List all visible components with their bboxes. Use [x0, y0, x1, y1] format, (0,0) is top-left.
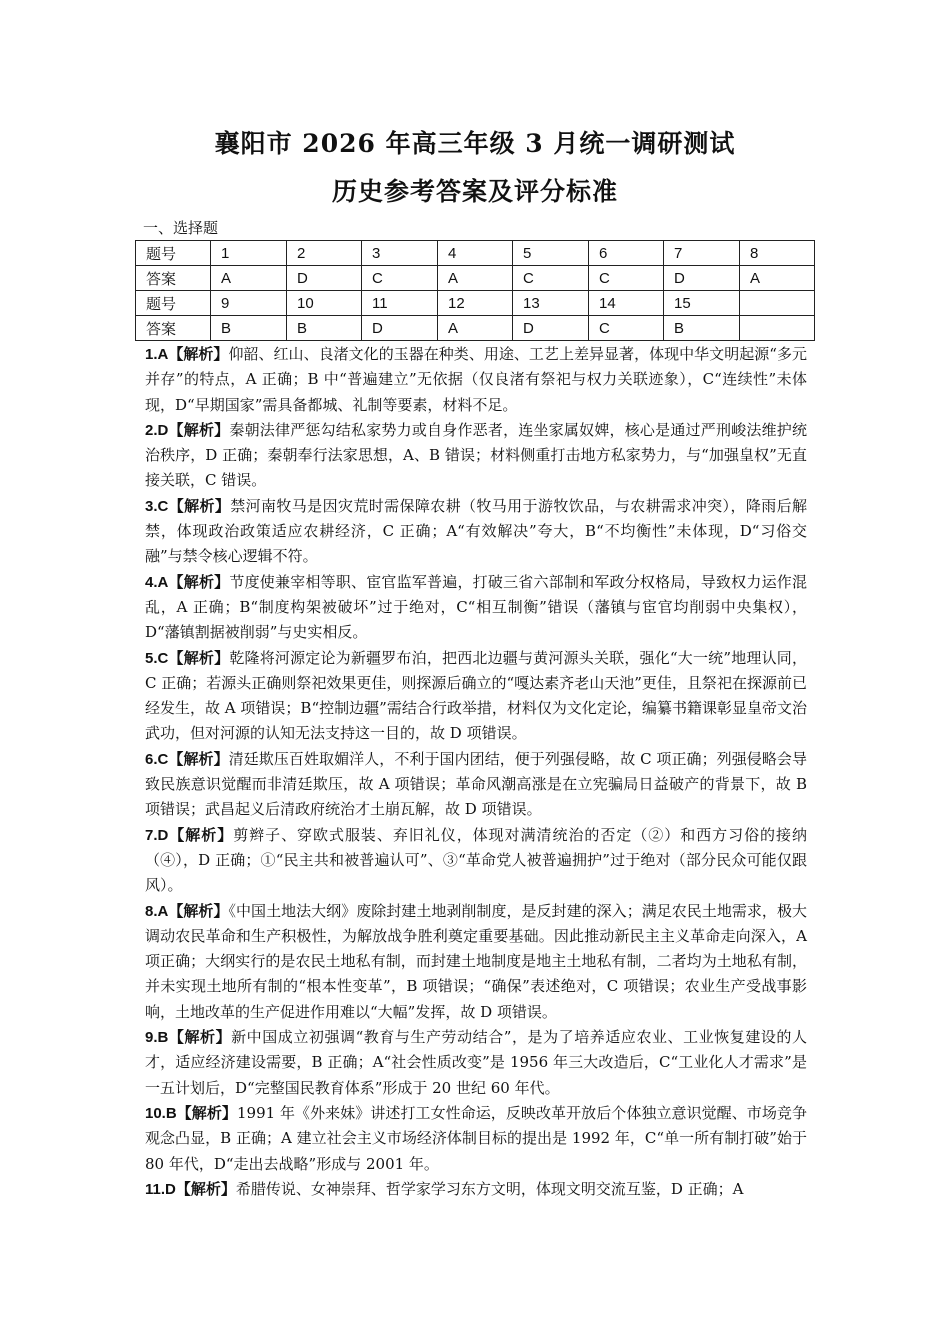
analysis-text: 剪辫子、穿欧式服装、弃旧礼仪，体现对满清统治的否定（②）和西方习俗的接纳（④），D 正确；①“民主共和被普遍认可”、③“革命党人被普遍拥护”过于绝对（部分民众可能仅跟风）。 [145, 825, 807, 895]
table-cell: 5 [513, 241, 589, 266]
table-cell: 4 [438, 241, 513, 266]
table-cell: A [740, 266, 815, 291]
analysis-tag: 【解析】 [168, 496, 231, 515]
table-cell: D [513, 316, 589, 341]
question-answer-label: 9.B [145, 1029, 169, 1047]
table-cell: 6 [589, 241, 664, 266]
table-cell: C [589, 266, 664, 291]
analysis-tag: 【解析】 [168, 825, 234, 844]
analysis-item [145, 1101, 807, 1177]
table-cell: 1 [211, 241, 287, 266]
table-cell: D [362, 316, 438, 341]
table-cell: 8 [740, 241, 815, 266]
table-row-header: 答案 [136, 266, 211, 291]
page-title: 襄阳市 2026 年高三年级 3 月统一调研测试 [214, 129, 736, 158]
table-row-header: 题号 [136, 241, 211, 266]
table-cell: C [589, 316, 664, 341]
table-cell: A [438, 266, 513, 291]
analysis-item [145, 823, 807, 899]
analysis-text: 乾隆将河源定论为新疆罗布泊，把西北边疆与黄河源头关联，强化“大一统”地理认同，C 正确；若源头正确则祭祀效果更佳，则探源后确立的“嘎达素齐老山天池”更佳，且祭祀在探源前已经发生，故 A 项错误；B“控制边疆”需结合行政举措，材料仅为文化定论，编纂书籍课彰显皇帝文治武功，但对河源的认知无法支持这一目的，故 D 项错误。 [145, 648, 807, 743]
analysis-item [145, 1177, 807, 1202]
table-cell: A [438, 316, 513, 341]
question-answer-label: 5.C [145, 649, 169, 667]
analysis-tag: 【解析】 [168, 901, 229, 920]
answer-table [135, 240, 815, 341]
table-cell: 13 [513, 291, 589, 316]
table-cell: B [664, 316, 740, 341]
analysis-text: 希腊传说、女神崇拜、哲学家学习东方文明，体现文明交流互鉴，D 正确；A [235, 1179, 744, 1198]
table-cell: 14 [589, 291, 664, 316]
page-subtitle: 历史参考答案及评分标准 [331, 177, 618, 206]
question-answer-label: 6.C [145, 750, 169, 768]
table-row [136, 241, 815, 266]
question-answer-label: 7.D [145, 826, 169, 844]
table-cell: 9 [211, 291, 287, 316]
analysis-tag: 【解析】 [168, 420, 230, 439]
question-answer-label: 11.D [145, 1180, 176, 1198]
question-answer-label: 3.C [145, 497, 169, 515]
analysis-item [145, 646, 807, 747]
analysis-text: 节度使兼宰相等职、宦官监军普遍，打破三省六部制和军政分权格局，导致权力运作混乱，A 正确；B“制度构架被破坏”过于绝对，C“相互制衡”错误（藩镇与宦官均削弱中央集权），D“藩镇割据被削弱”与史实相反。 [145, 572, 807, 642]
analysis-item [145, 418, 807, 494]
analysis-list [145, 342, 807, 1202]
analysis-tag: 【解析】 [168, 1028, 232, 1047]
question-answer-label: 10.B [145, 1104, 177, 1122]
table-cell: B [211, 316, 287, 341]
question-answer-label: 4.A [145, 573, 169, 591]
section-heading: 一、选择题 [143, 219, 219, 237]
analysis-text: 秦朝法律严惩勾结私家势力或自身作恶者，连坐家属奴婢，核心是通过严刑峻法维护统治秩序，D 正确；秦朝奉行法家思想，A、B 错误；材料侧重打击地方私家势力，与“加强皇权”无直接关联，C 错误。 [145, 420, 807, 490]
table-cell: C [362, 266, 438, 291]
table-cell: C [513, 266, 589, 291]
table-cell: A [211, 266, 287, 291]
analysis-tag: 【解析】 [176, 1103, 237, 1122]
question-answer-label: 2.D [145, 421, 169, 439]
analysis-tag: 【解析】 [168, 648, 230, 667]
table-row [136, 291, 815, 316]
analysis-tag: 【解析】 [175, 1179, 236, 1198]
table-cell: D [664, 266, 740, 291]
table-row-header: 题号 [136, 291, 211, 316]
question-answer-label: 1.A [145, 346, 169, 363]
table-cell: 3 [362, 241, 438, 266]
table-cell: 12 [438, 291, 513, 316]
table-cell: 15 [664, 291, 740, 316]
analysis-item [145, 747, 807, 823]
question-answer-label: 8.A [145, 902, 169, 920]
analysis-text: 新中国成立初强调“教育与生产劳动结合”，是为了培养适应农业、工业恢复建设的人才，适应经济建设需要，B 正确；A“社会性质改变”是 1956 年三大改造后，C“工业化人才需求”是一五计划后，D“完整国民教育体系”形成于 20 世纪 60 年代。 [145, 1028, 807, 1097]
analysis-item [145, 570, 807, 646]
analysis-text: 《中国土地法大纲》废除封建土地剥削制度，是反封建的深入；满足农民土地需求，极大调动农民革命和生产积极性，为解放战争胜利奠定重要基础。因此推动新民主主义革命走向深入，A 项正确；大纲实行的是农民土地私有制，而封建土地制度是地主土地私有制，二者均为土地私有制，并未实现土地所有制的“根本性变革”，B 项错误；“确保”表述绝对，C 项错误；农业生产受战事影响，土地改革的生产促进作用难以“大幅”发挥，故 D 项错误。 [145, 901, 807, 1021]
table-cell: 2 [287, 241, 362, 266]
table-cell: 7 [664, 241, 740, 266]
analysis-tag: 【解析】 [168, 749, 229, 768]
analysis-item [145, 494, 807, 570]
analysis-tag: 【解析】 [168, 345, 229, 363]
analysis-item [145, 899, 807, 1025]
analysis-text: 清廷欺压百姓取媚洋人，不利于国内团结，便于列强侵略，故 C 项正确；列强侵略会导致民族意识觉醒而非清廷欺压，故 A 项错误；革命风潮高涨是在立宪骗局日益破产的背景下，故 B 项错误；武昌起义后清政府统治才土崩瓦解，故 D 项错误。 [145, 749, 807, 819]
analysis-item [145, 342, 807, 418]
table-row [136, 316, 815, 341]
table-cell [740, 291, 815, 316]
table-cell: 11 [362, 291, 438, 316]
analysis-text: 仰韶、红山、良渚文化的玉器在种类、用途、工艺上差异显著，体现中华文明起源“多元并存”的特点，A 正确；B 中“普遍建立”无依据（仅良渚有祭祀与权力关联迹象），C“连续性”未体现，D“早期国家”需具备都城、礼制等要素，材料不足。 [145, 345, 807, 414]
table-row-header: 答案 [136, 316, 211, 341]
table-cell [740, 316, 815, 341]
analysis-tag: 【解析】 [168, 572, 230, 591]
table-cell: B [287, 316, 362, 341]
analysis-item [145, 1025, 807, 1101]
analysis-text: 1991 年《外来妹》讲述打工女性命运，反映改革开放后个体独立意识觉醒、市场竞争观念凸显，B 正确；A 建立社会主义市场经济体制目标的提出是 1992 年，C“单一所有制打破”始于 80 年代，D“走出去战略”形成与 2001 年。 [145, 1103, 807, 1173]
table-row [136, 266, 815, 291]
analysis-text: 禁河南牧马是因灾荒时需保障农耕（牧马用于游牧饮品，与农耕需求冲突），降雨后解禁，体现政治政策适应农耕经济，C 正确；A“有效解决”夸大，B“不均衡性”未体现，D“习俗交融”与禁令核心逻辑不符。 [145, 496, 807, 566]
table-cell: D [287, 266, 362, 291]
table-cell: 10 [287, 291, 362, 316]
